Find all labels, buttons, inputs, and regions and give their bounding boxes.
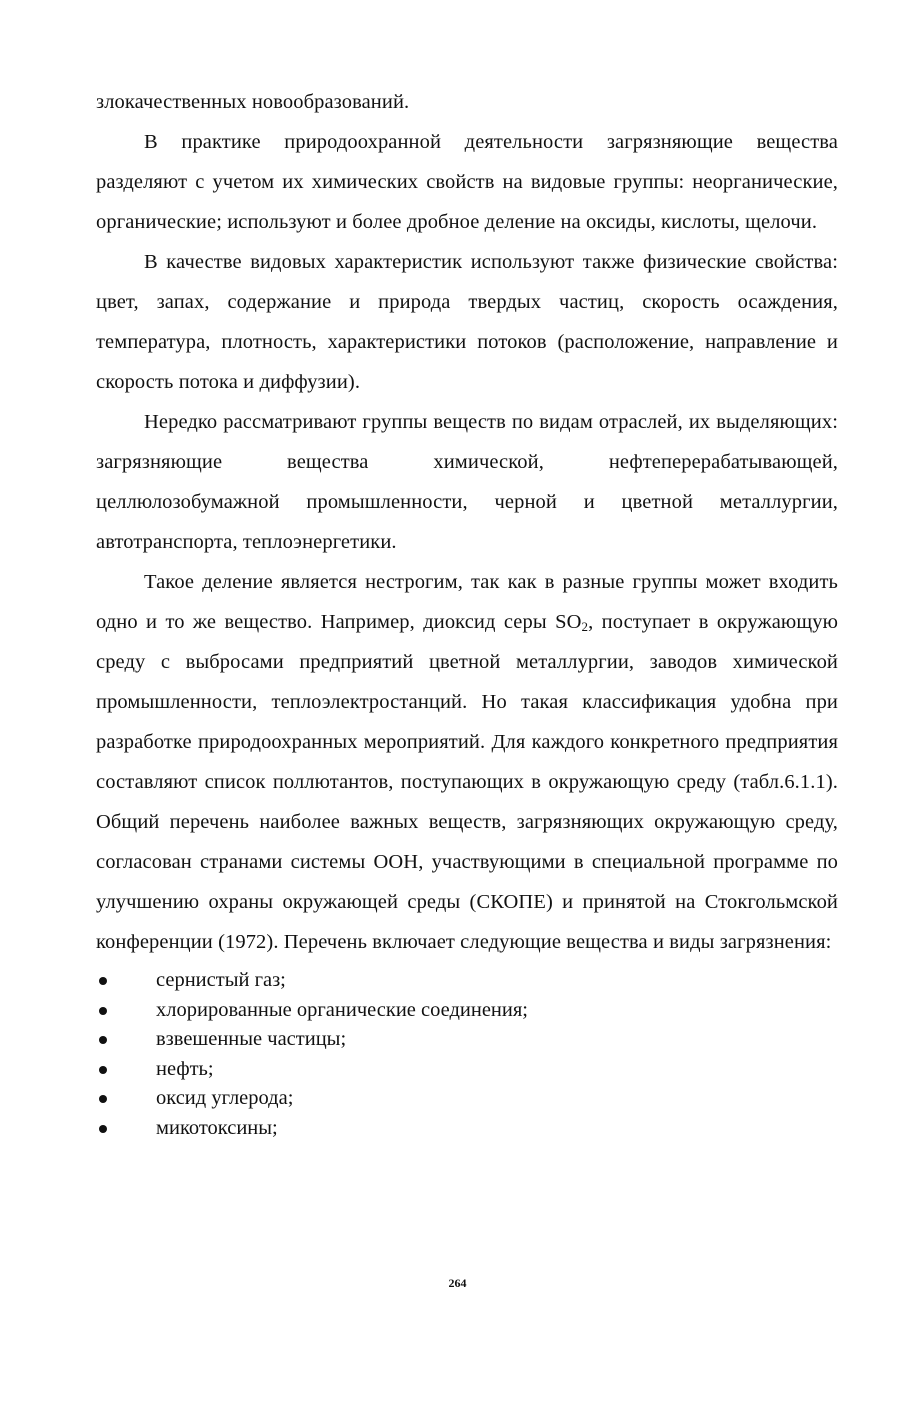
list-item [96, 996, 838, 1026]
list-item-text: хлорированные органические соединения; [156, 998, 528, 1021]
list-item-text: взвешенные частицы; [156, 1028, 347, 1050]
bullet-icon [99, 1036, 107, 1044]
list-item [96, 1084, 838, 1114]
paragraph-text-before-formula: Такое деление является нестрогим, так как в разные группы может входить одно и то же вещество. Например, диоксид серы SO [96, 571, 838, 633]
paragraph-industry-groups: Нередко рассматривают группы веществ по видам отраслей, их выделяющих: загрязняющие вещества химической, нефтеперерабатывающей, целлюлозобумажной промышленности, черной и цветной металлургии, автотранспорта, теплоэнергетики. [96, 411, 838, 553]
paragraph-text-after-formula: , поступает в окружающую среду с выбросами предприятий цветной металлургии, заводов химической промышленности, теплоэлектростанций. Но такая классификация удобна при разработке природоохранных мероприятий. Для каждого конкретного предприятия составляют список поллютантов, поступающих в окружающую среду (табл.6.1.1). Общий перечень наиболее важных веществ, загрязняющих окружающую среду, согласован странами системы ООН, участвующими в специальной программе по улучшению охраны окружающей среды (СКОПЕ) и принятой на Стокгольмской конференции (1972). Перечень включает следующие вещества и виды загрязнения: [96, 611, 838, 953]
text-block [96, 82, 838, 1143]
bullet-icon [99, 977, 107, 985]
bullet-icon [99, 1007, 107, 1015]
list-item [96, 1114, 838, 1144]
list-item-text: микотоксины; [156, 1116, 278, 1139]
bullet-icon [99, 1125, 107, 1133]
formula-subscript: 2 [581, 619, 589, 634]
bullet-icon [99, 1095, 107, 1103]
pollutant-list [96, 966, 838, 1143]
list-item [96, 1025, 838, 1055]
paragraph-classification [96, 562, 838, 962]
page-number: 264 [448, 1276, 467, 1290]
list-item-text: оксид углерода; [156, 1087, 294, 1109]
paragraph-physical-properties: В качестве видовых характеристик используют также физические свойства: цвет, запах, содержание и природа твердых частиц, скорость осаждения, температура, плотность, характеристики потоков (расположение, направление и скорость потока и диффузии). [96, 251, 838, 393]
paragraph-continuation: злокачественных новообразований. [96, 91, 410, 113]
list-item [96, 966, 838, 996]
list-item-text: сернистый газ; [156, 969, 286, 991]
bullet-icon [99, 1066, 107, 1074]
paragraph-substance-groups: В практике природоохранной деятельности загрязняющие вещества разделяют с учетом их химических свойств на видовые группы: неорганические, органические; используют и более дробное деление на оксиды, кислоты, щелочи. [96, 131, 838, 233]
list-item-text: нефть; [156, 1057, 214, 1080]
list-item [96, 1055, 838, 1085]
